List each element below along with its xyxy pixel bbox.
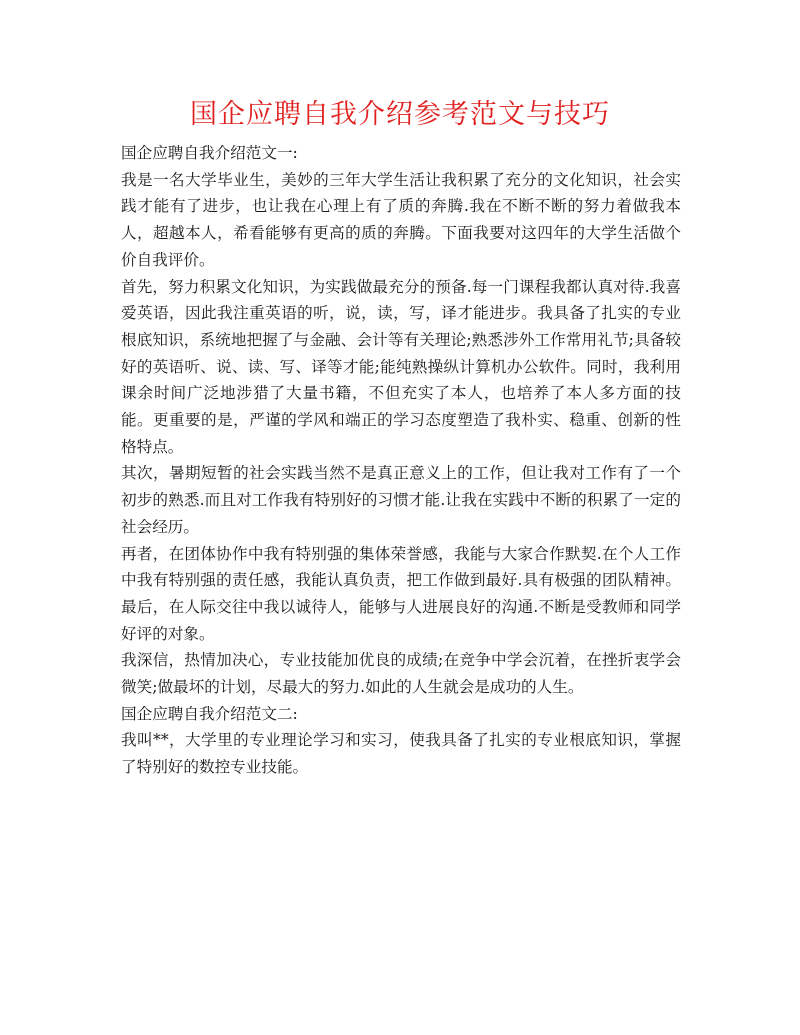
document-title: 国企应聘自我介绍参考范文与技巧: [190, 99, 610, 130]
paragraph-third: 再者，在团体协作中我有特别强的集体荣誉感，我能与大家合作默契.在个人工作中我有特别强的责任感，我能认真负责，把工作做到最好.具有极强的团队精神。最后，在人际交往中我以诚待人，能够与人进展良好的沟通.不断是受教师和同学好评的对象。: [121, 544, 681, 643]
document-body: [121, 140, 681, 781]
paragraph-second: 其次，暑期短暂的社会实践当然不是真正意义上的工作，但让我对工作有了一个初步的熟悉.而且对工作我有特别好的习惯才能.让我在实践中不断的积累了一定的社会经历。: [121, 464, 681, 536]
paragraph-intro: 我是一名大学毕业生，美妙的三年大学生活让我积累了充分的文化知识，社会实践才能有了进步，也让我在心理上有了质的奔腾.我在不断不断的努力着做我本人，超越本人，希看能够有更高的质的奔腾。下面我要对这四年的大学生活做个价自我评价。: [121, 170, 681, 269]
section-heading-2: 国企应聘自我介绍范文二:: [121, 704, 298, 723]
paragraph-conclusion: 我深信，热情加决心，专业技能加优良的成绩;在竞争中学会沉着，在挫折衷学会微笑;做最坏的计划，尽最大的努力.如此的人生就会是成功的人生。: [121, 651, 681, 697]
paragraph-sample-two: 我叫**，大学里的专业理论学习和实习，使我具备了扎实的专业根底知识，掌握了特别好的数控专业技能。: [121, 731, 681, 777]
paragraph-first: 首先，努力积累文化知识，为实践做最充分的预备.每一门课程我都认真对待.我喜爱英语，因此我注重英语的听，说，读，写，译才能进步。我具备了扎实的专业根底知识，系统地把握了与金融、会计等有关理论;熟悉涉外工作常用礼节;具备较好的英语听、说、读、写、译等才能;能纯熟操纵计算机办公软件。同时，我利用课余时间广泛地涉猎了大量书籍，不但充实了本人，也培养了本人多方面的技能。更重要的是，严谨的学风和端正的学习态度塑造了我朴实、稳重、创新的性格特点。: [121, 277, 681, 456]
section-heading-1: 国企应聘自我介绍范文一:: [121, 144, 298, 162]
